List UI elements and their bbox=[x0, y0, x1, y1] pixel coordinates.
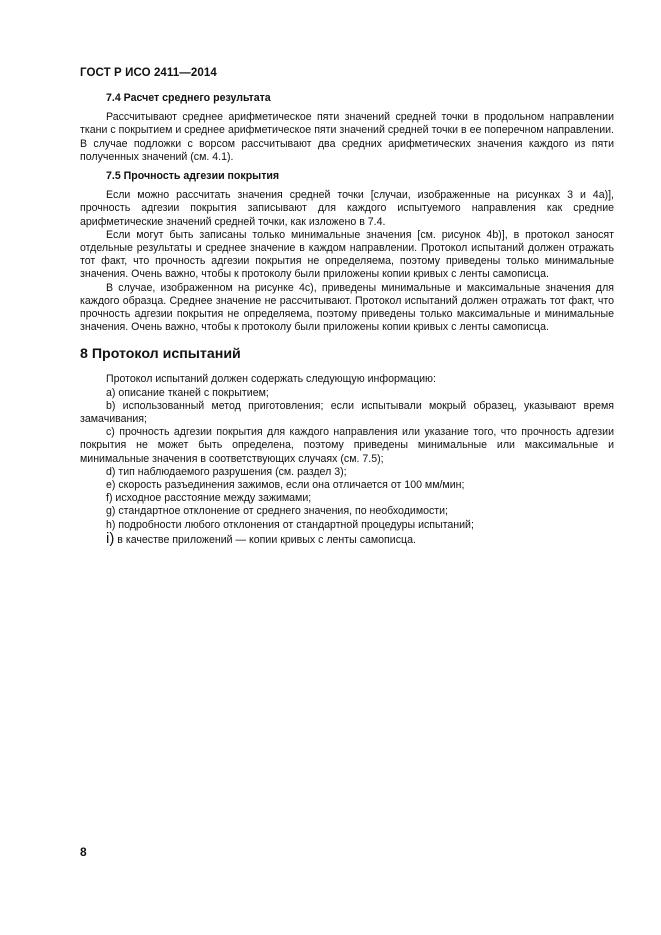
list-item-g: g) стандартное отклонение от среднего значения, по необходимости; bbox=[106, 505, 448, 518]
page-number: 8 bbox=[80, 845, 87, 859]
list-item-i-text: в качестве приложений — копии кривых с ленты самописца. bbox=[114, 533, 416, 546]
section-7-5-paragraph-2: Если могут быть записаны только минимальные значения [см. рисунок 4b)], в протокол заносят отдельные результаты и среднее значение в каждом направлении. Протокол испытаний должен отражать тот факт, что прочность адгезии покрытия не определяема, поэтому приведены только минимальные значения. Очень важно, чтобы к протоколу были приложены копии кривых с ленты самописца. bbox=[80, 228, 614, 281]
list-item-i bbox=[80, 529, 614, 547]
list-item-f: f) исходное расстояние между зажимами; bbox=[106, 492, 312, 505]
list-item-h: h) подробности любого отклонения от стандартной процедуры испытаний; bbox=[106, 518, 474, 531]
page-content bbox=[80, 92, 614, 547]
section-8-title: 8 Протокол испытаний bbox=[80, 346, 241, 363]
section-7-5-heading: 7.5 Прочность адгезии покрытия bbox=[106, 170, 280, 183]
section-7-5-paragraph-1: Если можно рассчитать значения средней точки [случаи, изображенные на рисунках 3 и 4а)], прочность адгезии покрытия записывают для каждого испытуемого направления как средние арифметические значений средней точки, как изложено в 7.4. bbox=[80, 189, 614, 228]
section-8-intro: Протокол испытаний должен содержать следующую информацию: bbox=[106, 373, 436, 386]
list-item-b: b) использованный метод приготовления; если испытывали мокрый образец, указывают время замачивания; bbox=[80, 399, 614, 426]
list-item-c: с) прочность адгезии покрытия для каждого направления или указание того, что прочность адгезии покрытия не может быть определена, поэтому приведены минимальные или максимальные и минимальные значения в соответствующих случаях (см. 7.5); bbox=[80, 426, 614, 465]
section-7-4-heading: 7.4 Расчет среднего результата bbox=[106, 92, 271, 104]
standard-header: ГОСТ Р ИСО 2411—2014 bbox=[80, 67, 217, 79]
list-item-e: е) скорость разъединения зажимов, если она отличается от 100 мм/мин; bbox=[106, 479, 465, 492]
section-7-4-paragraph: Рассчитывают среднее арифметическое пяти значений средней точки в продольном направлении ткани с покрытием и среднее арифметическое пяти значений средней точки в ее поперечном направлении. В случае подложки с ворсом рассчитывают два средних арифметических значения каждого из пяти полученных значений (см. 4.1). bbox=[80, 111, 614, 163]
list-item-a: а) описание тканей с покрытием; bbox=[106, 386, 269, 399]
list-item-d: d) тип наблюдаемого разрушения (см. раздел 3); bbox=[106, 465, 347, 478]
list-item-i-letter: i) bbox=[106, 529, 115, 547]
section-7-5-paragraph-3: В случае, изображенном на рисунке 4с), приведены минимальные и максимальные значения для каждого образца. Среднее значение не рассчитывают. Протокол испытаний должен отражать тот факт, что прочность адгезии покрытия не определяема, поэтому приведены только максимальные и минимальные значения. Очень важно, чтобы к протоколу были приложены копии кривых с ленты самописца. bbox=[80, 281, 614, 334]
